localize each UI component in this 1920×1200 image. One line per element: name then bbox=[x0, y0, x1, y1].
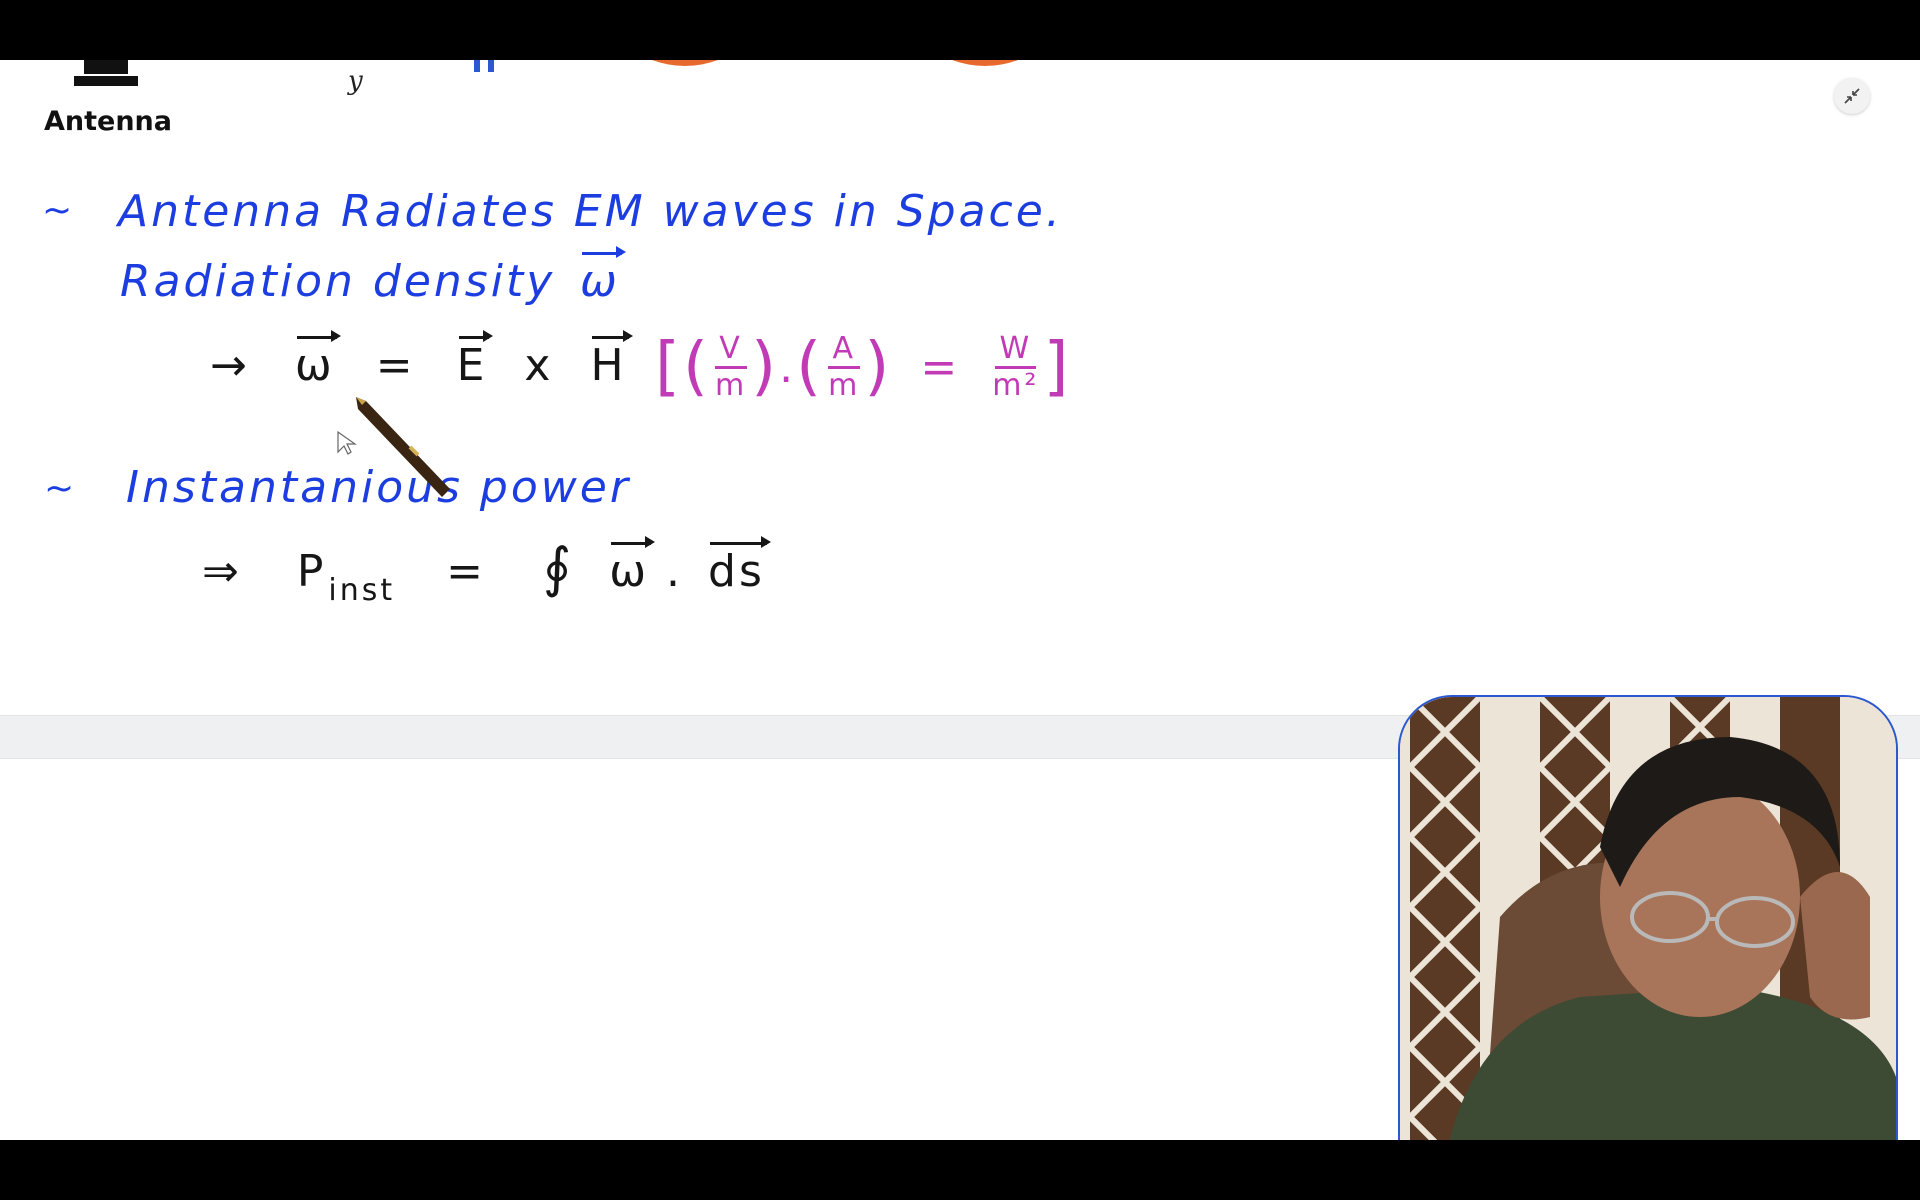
frac-m2-den: m² bbox=[992, 367, 1040, 403]
unit-close-bracket: ] bbox=[1043, 330, 1072, 404]
paren-close-1: ) bbox=[751, 330, 780, 404]
eq1-times: x bbox=[524, 340, 554, 391]
frac-m2: m bbox=[828, 367, 861, 403]
equation-poynting bbox=[210, 340, 627, 391]
webcam-overlay bbox=[1398, 695, 1898, 1140]
note-line-2: Radiation density bbox=[120, 256, 556, 307]
frac-a-per-m bbox=[828, 330, 861, 403]
frac-v: V bbox=[715, 334, 747, 369]
unit-dot: . bbox=[779, 341, 797, 393]
axis-label-y: y bbox=[348, 66, 363, 96]
eq2-ds: ds bbox=[708, 546, 765, 597]
presenter-video bbox=[1400, 697, 1896, 1140]
figure-fragment-orange-1 bbox=[650, 60, 720, 70]
unit-equals: = bbox=[920, 341, 961, 393]
figure-fragment-blue bbox=[470, 60, 510, 74]
letterbox-top bbox=[0, 0, 1920, 60]
frac-w: W bbox=[995, 334, 1036, 369]
frac-a: A bbox=[828, 334, 860, 369]
eq2-closed-integral: ∮ bbox=[543, 536, 575, 599]
eq2-equals: = bbox=[446, 546, 487, 597]
frac-w-per-m2 bbox=[992, 330, 1040, 403]
bullet-1: ~ bbox=[42, 190, 73, 231]
eq1-equals: = bbox=[375, 340, 416, 391]
eq1-arrow: → bbox=[210, 340, 250, 391]
radiation-density-symbol bbox=[580, 256, 620, 307]
collapse-arrows-icon bbox=[1843, 87, 1861, 105]
pointer-cursor-icon bbox=[336, 430, 358, 456]
eq2-omega: ω bbox=[609, 546, 650, 597]
frac-m1: m bbox=[714, 367, 748, 403]
bullet-2: ~ bbox=[44, 468, 75, 509]
letterbox-bottom bbox=[0, 1140, 1920, 1200]
paren-open-2: ( bbox=[796, 330, 825, 404]
antenna-icon bbox=[72, 60, 142, 90]
fountain-pen-icon bbox=[350, 393, 460, 503]
frac-v-per-m bbox=[714, 330, 748, 403]
eq1-e-vector: E bbox=[456, 340, 488, 391]
note-line-1: Antenna Radiates EM waves in Space. bbox=[118, 186, 1063, 237]
equation-instantaneous-power bbox=[202, 536, 765, 608]
eq2-arrow: ⇒ bbox=[202, 546, 242, 597]
whiteboard-canvas bbox=[0, 60, 1920, 1140]
omega-vector: ω bbox=[580, 256, 620, 307]
eq2-p: P bbox=[296, 546, 327, 597]
paren-open-1: ( bbox=[682, 330, 711, 404]
eq1-h-vector: H bbox=[590, 340, 627, 391]
eq2-dot: . bbox=[666, 546, 684, 597]
unit-expression bbox=[655, 330, 1071, 404]
antenna-label: Antenna bbox=[44, 106, 172, 137]
figure-fragment-orange-2 bbox=[950, 60, 1020, 70]
eq2-subscript: inst bbox=[328, 573, 396, 608]
paren-close-2: ) bbox=[864, 330, 893, 404]
collapse-button[interactable] bbox=[1834, 78, 1870, 114]
eq1-omega: ω bbox=[294, 340, 335, 391]
unit-open-bracket: [ bbox=[655, 330, 683, 404]
note-line-3: Instantanious power bbox=[126, 462, 631, 513]
